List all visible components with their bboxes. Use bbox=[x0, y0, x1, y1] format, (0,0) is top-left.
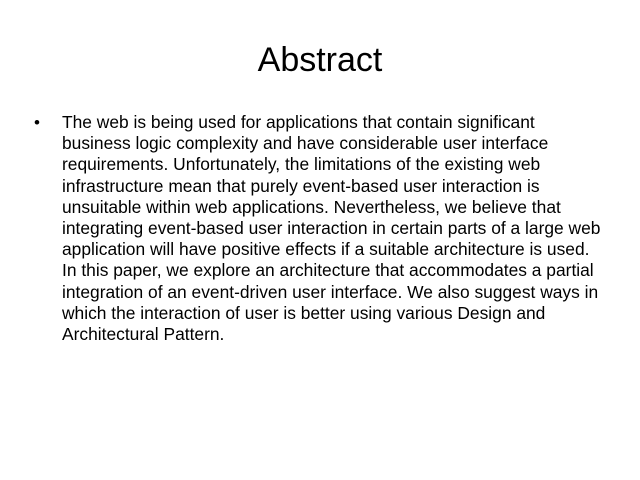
bullet-marker: • bbox=[34, 113, 40, 132]
abstract-paragraph: The web is being used for applications that contain significant business logic complexity and have considerable user interface requirements. Unfortunately, the limitations of the existing web infrastructure mean that purely event-based user interaction is unsuitable within web applications. Nevertheless, we believe that integrating event-based user interaction in certain parts of a large web application will have positive effects if a suitable architecture is used. In this paper, we explore an architecture that accommodates a partial integration of an event-driven user interface. We also suggest ways in which the interaction of user is better using various Design and Architectural Pattern. bbox=[62, 112, 601, 345]
slide-body bbox=[34, 112, 604, 345]
slide-title: Abstract bbox=[257, 41, 383, 79]
bullet-item bbox=[34, 112, 604, 345]
